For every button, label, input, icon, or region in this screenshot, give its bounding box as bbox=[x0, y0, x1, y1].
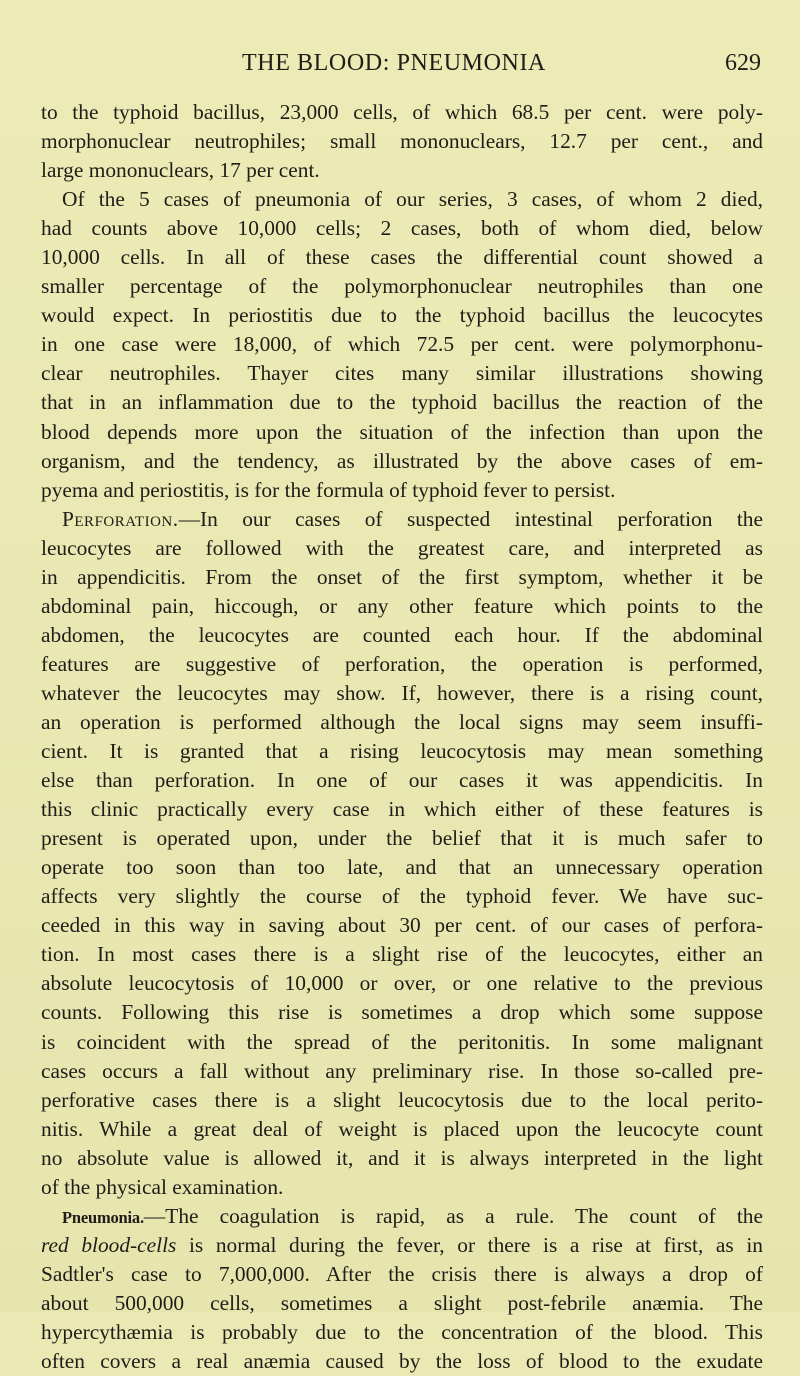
text-line bbox=[41, 1202, 763, 1231]
italic-term: red blood-cells bbox=[41, 1232, 177, 1257]
text-line: clear neutrophiles. Thayer cites many similar illustrations showing bbox=[41, 361, 763, 386]
text-line: present is operated upon, under the belief that it is much safer to bbox=[41, 826, 763, 851]
text-line: features are suggestive of perforation, the operation is performed, bbox=[41, 651, 763, 676]
text-line: abdominal pain, hiccough, or any other feature which points to the bbox=[41, 593, 763, 618]
text-line: about 500,000 cells, sometimes a slight post-febrile anæmia. The bbox=[41, 1290, 763, 1315]
text-run: —The coagulation is rapid, as a rule. The count of the bbox=[143, 1203, 763, 1228]
text-line: Sadtler's case to 7,000,000. After the crisis there is always a drop of bbox=[41, 1261, 763, 1286]
text-line: Of the 5 cases of pneumonia of our series, 3 cases, of whom 2 died, bbox=[62, 187, 763, 212]
text-line: that in an inflammation due to the typhoid bacillus the reaction of the bbox=[41, 390, 763, 415]
text-line: morphonuclear neutrophiles; small mononuclears, 12.7 per cent., and bbox=[41, 129, 763, 154]
text-line: blood depends more upon the situation of the infection than upon the bbox=[41, 419, 763, 444]
section-heading-perforation: Perforation. bbox=[62, 506, 179, 531]
text-run: is normal during the fever, or there is a rise at first, as in bbox=[176, 1232, 763, 1257]
text-line: an operation is performed although the local signs may seem insuffi- bbox=[41, 709, 763, 734]
text-line: cases occurs a fall without any preliminary rise. In those so-called pre- bbox=[41, 1058, 763, 1083]
text-line: smaller percentage of the polymorphonuclear neutrophiles than one bbox=[41, 274, 763, 299]
text-line: large mononuclears, 17 per cent. bbox=[41, 158, 320, 183]
text-line: is coincident with the spread of the peritonitis. In some malignant bbox=[41, 1029, 763, 1054]
text-line: no absolute value is allowed it, and it is always interpreted in the light bbox=[41, 1145, 763, 1170]
text-line: ceeded in this way in saving about 30 per cent. of our cases of perfora- bbox=[41, 913, 763, 938]
text-line: absolute leucocytosis of 10,000 or over, or one relative to the previous bbox=[41, 971, 763, 996]
text-run: —In our cases of suspected intestinal perforation the bbox=[178, 506, 763, 531]
text-line: would expect. In periostitis due to the typhoid bacillus the leucocytes bbox=[41, 303, 763, 328]
text-line: had counts above 10,000 cells; 2 cases, both of whom died, below bbox=[41, 216, 763, 241]
page-header bbox=[0, 50, 800, 84]
text-line: else than perforation. In one of our cases it was appendicitis. In bbox=[41, 768, 763, 793]
text-line: whatever the leucocytes may show. If, however, there is a rising count, bbox=[41, 680, 763, 705]
body-text bbox=[41, 98, 763, 1376]
text-line bbox=[41, 1231, 763, 1260]
text-line: perforative cases there is a slight leucocytosis due to the local perito- bbox=[41, 1087, 763, 1112]
text-line: nitis. While a great deal of weight is placed upon the leucocyte count bbox=[41, 1116, 763, 1141]
text-line: in one case were 18,000, of which 72.5 per cent. were polymorphonu- bbox=[41, 332, 763, 357]
text-line: pyema and periostitis, is for the formula of typhoid fever to persist. bbox=[41, 477, 616, 502]
text-line: operate too soon than too late, and that an unnecessary operation bbox=[41, 855, 763, 880]
text-line bbox=[41, 505, 763, 534]
text-line: often covers a real anæmia caused by the loss of blood to the exudate bbox=[41, 1349, 763, 1374]
section-heading-pneumonia: Pneumonia. bbox=[62, 1207, 144, 1227]
page-number: 629 bbox=[725, 50, 761, 76]
text-line: affects very slightly the course of the typhoid fever. We have suc- bbox=[41, 884, 763, 909]
text-line: abdomen, the leucocytes are counted each hour. If the abdominal bbox=[41, 622, 763, 647]
text-line: tion. In most cases there is a slight rise of the leucocytes, either an bbox=[41, 942, 763, 967]
text-line: leucocytes are followed with the greatest care, and interpreted as bbox=[41, 535, 763, 560]
text-line: this clinic practically every case in which either of these features is bbox=[41, 797, 763, 822]
text-line: counts. Following this rise is sometimes a drop which some suppose bbox=[41, 1000, 763, 1025]
text-line: of the physical examination. bbox=[41, 1174, 284, 1199]
running-head: THE BLOOD: PNEUMONIA bbox=[242, 50, 546, 76]
text-line: cient. It is granted that a rising leucocytosis may mean something bbox=[41, 739, 763, 764]
text-line: in appendicitis. From the onset of the first symptom, whether it be bbox=[41, 564, 763, 589]
text-line: 10,000 cells. In all of these cases the differential count showed a bbox=[41, 245, 763, 270]
text-line: to the typhoid bacillus, 23,000 cells, of which 68.5 per cent. were poly- bbox=[41, 100, 763, 124]
text-line: hypercythæmia is probably due to the concentration of the blood. This bbox=[41, 1319, 763, 1344]
text-line: organism, and the tendency, as illustrated by the above cases of em- bbox=[41, 448, 763, 473]
